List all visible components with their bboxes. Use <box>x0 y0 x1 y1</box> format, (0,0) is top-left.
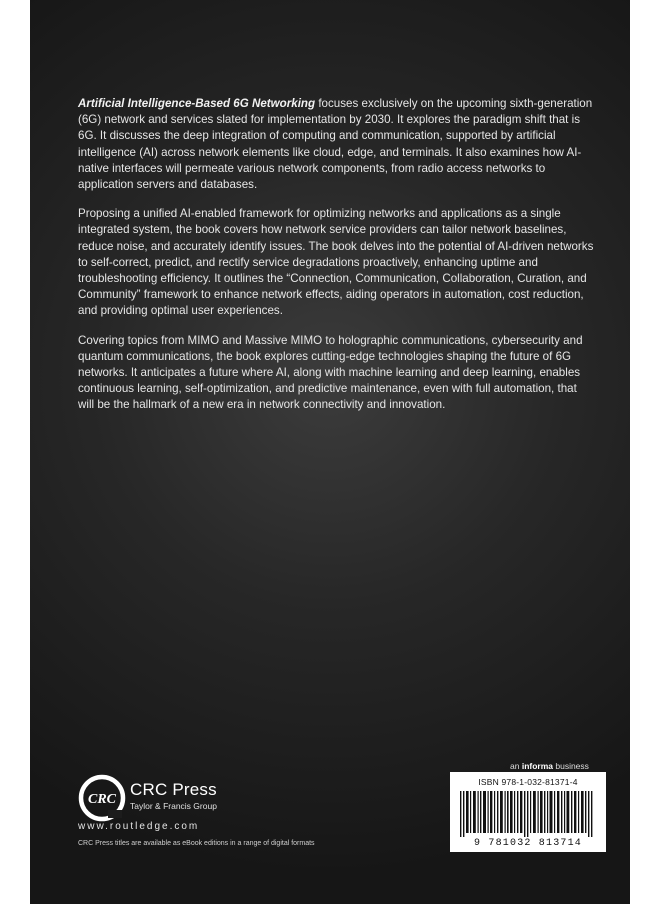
publisher-website[interactable]: www.routledge.com <box>78 821 200 832</box>
isbn-label: ISBN 978-1-032-81371-4 <box>478 777 578 787</box>
book-blurb <box>78 96 596 427</box>
informa-brand: informa <box>521 761 553 771</box>
blurb-paragraph-1 <box>78 96 596 193</box>
publisher-name: CRC Press <box>130 780 217 799</box>
back-cover <box>30 0 630 904</box>
crc-logo-text: CRC <box>87 792 117 807</box>
barcode-bars <box>458 791 598 837</box>
publisher-group: Taylor & Francis Group <box>130 801 217 811</box>
ebook-note: CRC Press titles are available as eBook editions in a range of digital formats <box>78 840 315 847</box>
blurb-paragraph-2: Proposing a unified AI-enabled framework for optimizing networks and applications as a single integrated system, the book covers how network service providers can tailor network baselines, reduce noise, and accurately identify issues. The book delves into the potential of AI-driven networks to self-correct, predict, and rectify service degradations proactively, enhancing uptime and troubleshooting efficiency. It outlines the “Connection, Communication, Collaboration, Curation, and Community” framework to enhance network effects, aiding operators in automation, cost reduction, and providing optimal user experiences. <box>78 207 594 318</box>
blurb-paragraph-3: Covering topics from MIMO and Massive MIMO to holographic communications, cybersecurity and quantum communications, the book explores cutting-edge technologies shaping the future of 6G networks. It anticipates a future where AI, along with machine learning and deep learning, enables continuous learning, self-optimization, and predictive maintenance, even with full automation, that will be the hallmark of a new era in network connectivity and innovation. <box>78 333 583 412</box>
book-title-italic: Artificial Intelligence-Based 6G Networking <box>78 97 316 110</box>
blurb-paragraph-1-text: focuses exclusively on the upcoming sixth-generation (6G) network and services slated for implementation by 2030. It explores the paradigm shift that is 6G. It discusses the deep integration of computing and communication, supported by artificial intelligence (AI) across network elements like cloud, edge, and terminals. It also examines how AI-native interfaces will permeate various network components, from radio access networks to application servers and databases. <box>78 97 593 192</box>
informa-business-tag: an informa business <box>510 761 589 771</box>
barcode-digits: 9 781032 813714 <box>473 838 582 849</box>
isbn-barcode <box>450 772 606 852</box>
crc-logo-icon <box>78 774 126 822</box>
